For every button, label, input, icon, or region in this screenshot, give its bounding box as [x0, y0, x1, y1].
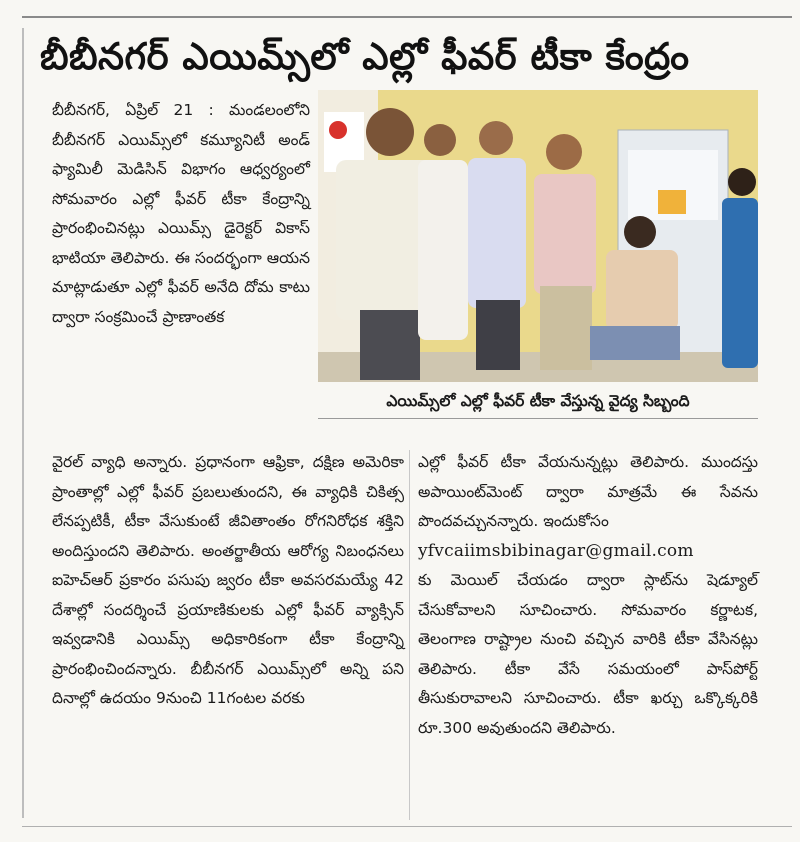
- photo-caption: ఎయిమ్స్‌లో ఎల్లో ఫీవర్ టీకా వేస్తున్న వైద్య సిబ్బంది: [386, 392, 690, 410]
- caption-rule: [318, 418, 758, 419]
- headline: బీబీనగర్ ఎయిమ్స్‌లో ఎల్లో ఫీవర్ టీకా కేంద్రం: [40, 35, 690, 78]
- article-text-right-bottom: కు మెయిల్ చేయడం ద్వారా స్లాట్‌ను షెడ్యూల్ చేసుకోవాలని సూచించారు. సోమవారం కర్ణాటక, తెలంగాణ రాష్ట్రాల నుంచి వచ్చిన వారికి టీకా వేసినట్లు తెలిపారు. టీకా వేసే సమయంలో పాస్‌పోర్ట్ తీసుకురావాలని సూచించారు. టీకా ఖర్చు ఒక్కొక్కరికి రూ.300 అవుతుందని తెలిపారు.: [418, 571, 758, 737]
- top-rule: [22, 16, 792, 18]
- news-photo: [318, 90, 758, 382]
- article-text-right: [418, 448, 758, 743]
- article-text-left-bottom: వైరల్ వ్యాధి అన్నారు. ప్రధానంగా ఆఫ్రికా, దక్షిణ అమెరికా ప్రాంతాల్లో ఎల్లో ఫీవర్ ప్రబలుతుందని, ఈ వ్యాధికి చికిత్స లేనప్పటికీ, టీకా వేసుకుంటే జీవితాంతం రోగనిరోధక శక్తిని అందిస్తుందని తెలిపారు. అంతర్జాతీయ ఆరోగ్య నిబంధనలు ఐహెచ్ఆర్ ప్రకారం పసుపు జ్వరం టీకా అవసరమయ్యే 42 దేశాల్లో సందర్శించే ప్రయాణికులకు ఎల్లో ఫీవర్ వ్యాక్సిన్ ఇవ్వడానికి ఎయిమ్స్ అధికారికంగా టీకా కేంద్రాన్ని ప్రారంభించిందన్నారు. బీబీనగర్ ఎయిమ్స్‌లో అన్ని పని దినాల్లో ఉదయం 9నుంచి 11గంటల వరకు: [52, 453, 404, 707]
- article-text-left-top: బీబీనగర్, ఏప్రిల్ 21 : మండలంలోని బీబీనగర్ ఎయిమ్స్‌లో కమ్యూనిటీ అండ్ ఫ్యామిలీ మెడిసిన్ విభాగం ఆధ్వర్యంలో సోమవారం ఎల్లో ఫీవర్ టీకా కేంద్రాన్ని ప్రారంభించినట్లు ఎయిమ్స్ డైరెక్టర్ వికాస్ భాటియా తెలిపారు. ఈ సందర్భంగా ఆయన మాట్లాడుతూ ఎల్లో ఫీవర్ అనేది దోమ కాటు ద్వారా సంక్రమించే ప్రాణాంతక: [52, 101, 310, 326]
- article-text-right-top: ఎల్లో ఫీవర్ టీకా వేయనున్నట్లు తెలిపారు. ముందస్తు అపాయింట్‌మెంట్ ద్వారా మాత్రమే ఈ సేవను పొందవచ్చునన్నారు. ఇందుకోసం: [418, 453, 758, 530]
- left-column-rule: [22, 28, 24, 818]
- bottom-rule: [22, 826, 792, 827]
- column-divider: [409, 450, 410, 820]
- photo-illustration: [318, 90, 758, 382]
- email-address: yfvcaiimsbibinagar@gmail.com: [418, 540, 694, 561]
